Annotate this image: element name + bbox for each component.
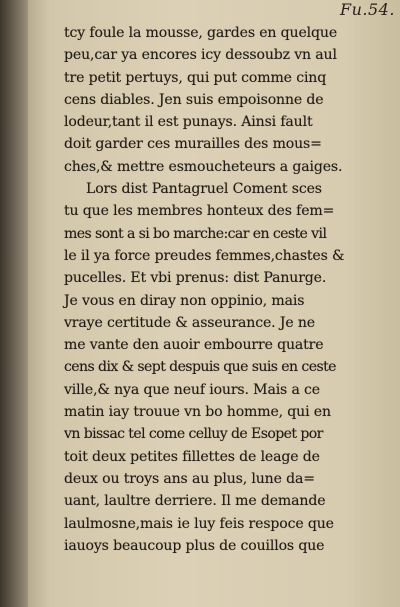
text-line: cens diables. Jen suis empoisonne de [64,91,324,108]
text-line: deux ou troys ans au plus, lune da= [64,470,315,487]
text-line: vraye certitude & asseurance. Je ne [64,314,315,331]
text-line: ches,& mettre esmoucheteurs a gaiges. [64,158,343,175]
folio-number: Fu.54. [340,0,395,19]
text-line: iauoys beaucoup plus de couillos que [64,537,325,554]
text-line: mes sont a si bo marche:car en ceste vil [64,225,327,242]
text-line: matin iay trouue vn bo homme, qui en [64,404,331,421]
text-line: pucelles. Et vbi prenus: dist Panurge. [64,270,327,287]
text-line: Lors dist Pantagruel Coment sces [86,181,322,198]
text-line: le il ya force preudes femmes,chastes & [64,247,345,264]
text-line: tu que les membres honteux des fem= [64,203,335,220]
text-line: cens dix & sept despuis que suis en ceste [64,359,336,376]
text-line: toit deux petites fillettes de leage de [64,448,320,465]
text-line: doit garder ces murailles des mous= [64,136,322,153]
text-line: tre petit pertuys, qui put comme cinq [64,69,327,86]
text-block [64,22,390,557]
text-line: tcy foule la mousse, gardes en quelque [64,25,338,41]
text-line: ville,& nya que neuf iours. Mais a ce [64,381,320,398]
paper-leaf [28,0,400,607]
text-line: uant, laultre derriere. Il me demande [64,493,326,510]
text-line: me vante den auoir embourre quatre [64,337,324,354]
text-line: Je vous en diray non oppinio, mais [64,292,305,309]
text-line: peu,car ya encores icy dessoubz vn aul [64,47,337,64]
text-line: lodeur,tant il est punays. Ainsi fault [64,114,313,131]
text-line: vn bissac tel come celluy de Esopet por [64,426,323,443]
text-line: laulmosne,mais ie luy feis respoce que [64,515,334,532]
book-gutter [0,0,30,607]
